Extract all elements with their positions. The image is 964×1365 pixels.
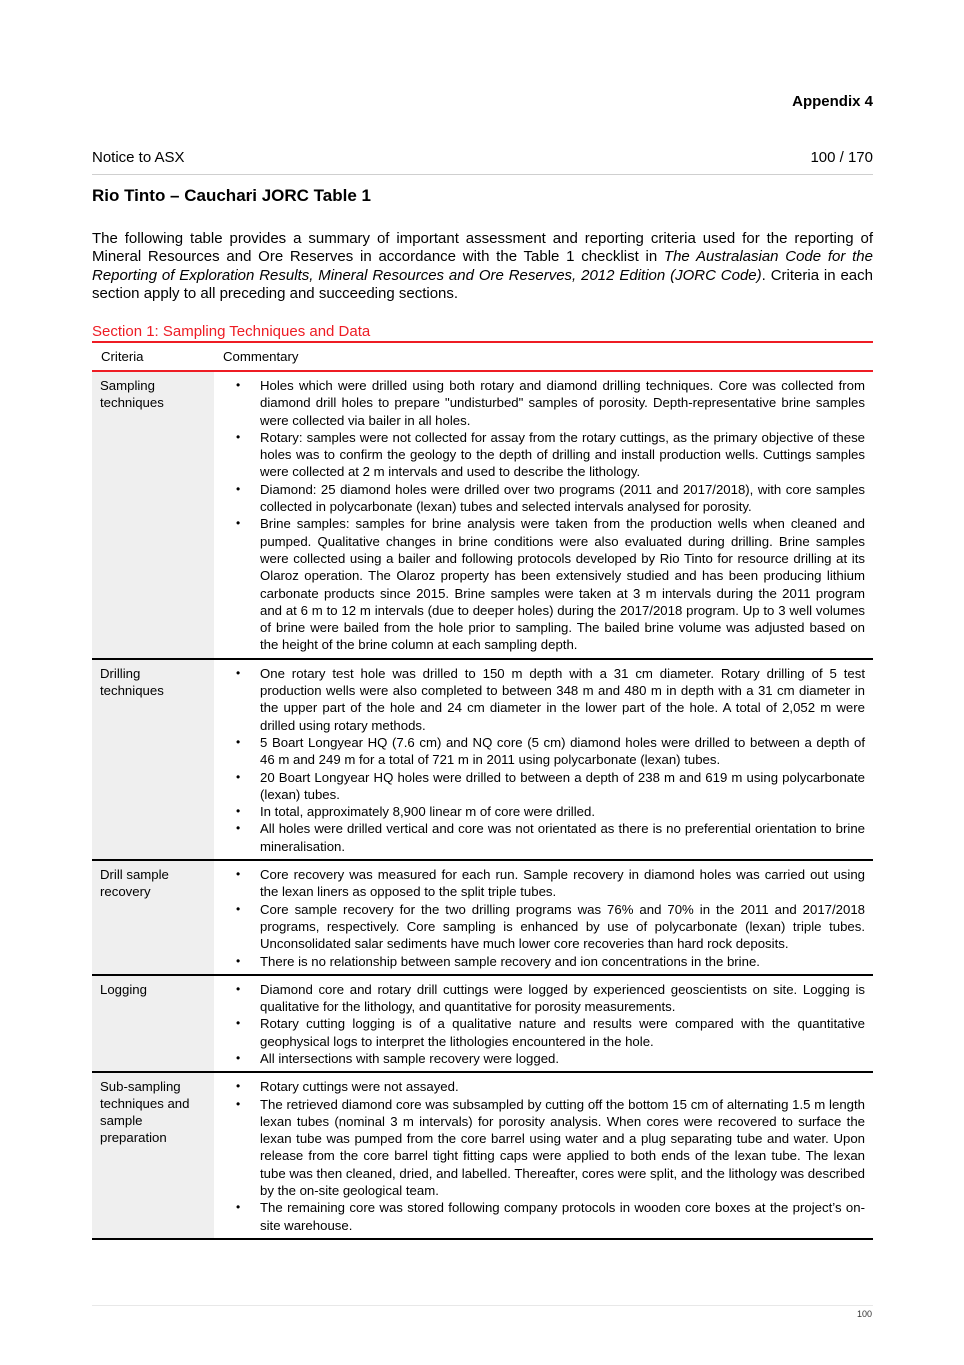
list-item: • Rotary: samples were not collected for assay from the rotary cuttings, as the primary objective of these holes was to confirm the geology to the depth of drilling and install production wells. Cuttings samples were collected at 2 m intervals and used to describe the lithology. (222, 429, 865, 481)
list-item: • Holes which were drilled using both rotary and diamond drilling techniques. Core was collected from diamond drill holes to prepare "undisturbed" samples of porosity. Depth-representative brine samples were collected via bailer in all holes. (222, 377, 865, 429)
commentary-cell (214, 975, 873, 1072)
page-counter: 100 / 170 (810, 149, 873, 166)
table-row (92, 860, 873, 975)
list-item: • 5 Boart Longyear HQ (7.6 cm) and NQ core (5 cm) diamond holes were drilled to between a depth of 46 m and 249 m for a total of 721 m in 2011 using polycarbonate (lexan) tubes. (222, 734, 865, 769)
commentary-cell (214, 371, 873, 659)
page-title: Rio Tinto – Cauchari JORC Table 1 (92, 186, 371, 205)
list-item: • The retrieved diamond core was subsampled by cutting off the bottom 15 cm of alternating 1.5 m length lexan tubes (nominal 3 m intervals) for porosity analysis. When cores were recovered to surface the lexan tube was pumped from the core barrel using water and a plug separating tube and water. Upon release from the core barrel tight fitting caps were applied to both ends of the lexan tube. The lexan tube was then cleaned, dried, and labelled. Thereafter, cores were split, and the lithology was described by the on-site geological team. (222, 1096, 865, 1200)
intro-text: The following table provides a summary of important assessment and reporting criteria used for the reporting of Mineral Resources and Ore Reserves in accordance with the Table 1 checklist in (92, 230, 873, 266)
running-header (92, 148, 873, 175)
section-heading: Section 1: Sampling Techniques and Data (92, 323, 873, 343)
intro-text-end: . Criteria in each section apply to all preceding and succeeding sections. (92, 266, 873, 302)
notice-label: Notice to ASX (92, 149, 185, 166)
table-row (92, 659, 873, 860)
intro-paragraph (92, 230, 873, 303)
column-header-commentary: Commentary (214, 343, 873, 371)
list-item: • All holes were drilled vertical and core was not orientated as there is no preferential orientation to brine mineralisation. (222, 820, 865, 855)
list-item: • Diamond: 25 diamond holes were drilled over two programs (2011 and 2017/2018), with core samples collected in polycarbonate (lexan) tubes and selected intervals analysed for porosity. (222, 481, 865, 516)
list-item: • Core recovery was measured for each run. Sample recovery in diamond holes was carried out using the lexan liners as opposed to the split triple tubes. (222, 866, 865, 901)
list-item: • Diamond core and rotary drill cuttings were logged by experienced geoscientists on site. Logging is qualitative for the lithology, and quantitative for porosity measurements. (222, 981, 865, 1016)
table-row (92, 975, 873, 1072)
list-item: • The remaining core was stored following company protocols in wooden core boxes at the project’s on-site warehouse. (222, 1199, 865, 1234)
commentary-list (222, 1078, 865, 1234)
list-item: • One rotary test hole was drilled to 150 m depth with a 31 cm diameter. Rotary drilling of 5 test production wells were also completed to between 348 m and 480 m in depth with a 31 cm diameter in the upper part of the hole and 24 cm diameter in the lower part of the hole. A total of 2,052 m were drilled using rotary methods. (222, 665, 865, 734)
criteria-cell: Sampling techniques (92, 371, 214, 659)
list-item: • Core sample recovery for the two drilling programs was 76% and 70% in the 2011 and 2017/2018 programs, respectively. Core sampling is enhanced by use of polycarbonate (lexan) triple tubes. Unconsolidated salar sediments have much lower core recoveries than hard rock deposits. (222, 901, 865, 953)
list-item: • 20 Boart Longyear HQ holes were drilled to between a depth of 238 m and 619 m using polycarbonate (lexan) tubes. (222, 769, 865, 804)
list-item: • All intersections with sample recovery were logged. (222, 1050, 865, 1067)
commentary-list (222, 866, 865, 970)
commentary-cell (214, 659, 873, 860)
criteria-table (92, 343, 873, 1240)
commentary-list (222, 665, 865, 855)
code-name: The Australasian Code for the Reporting of Exploration Results, Mineral Resources and Ore Reserves, 2012 Edition (JORC Code) (92, 248, 873, 284)
commentary-list (222, 377, 865, 654)
table-row (92, 371, 873, 659)
table-body (92, 371, 873, 1239)
commentary-cell (214, 1072, 873, 1239)
criteria-cell: Logging (92, 975, 214, 1072)
list-item: • Rotary cutting logging is of a qualitative nature and results were compared with the quantitative geophysical logs to interpret the lithologies encountered in the hole. (222, 1015, 865, 1050)
commentary-list (222, 981, 865, 1067)
list-item: • There is no relationship between sample recovery and ion concentrations in the brine. (222, 953, 865, 970)
list-item: • Rotary cuttings were not assayed. (222, 1078, 865, 1095)
page-number: 100 (856, 1309, 872, 1319)
criteria-cell: Drilling techniques (92, 659, 214, 860)
footer-divider (92, 1305, 873, 1306)
list-item: • In total, approximately 8,900 linear m of core were drilled. (222, 803, 865, 820)
criteria-cell: Drill sample recovery (92, 860, 214, 975)
table-row (92, 1072, 873, 1239)
table-header-row (92, 343, 873, 371)
appendix-label: Appendix 4 (792, 93, 873, 110)
criteria-cell: Sub-sampling techniques and sample preparation (92, 1072, 214, 1239)
list-item: • Brine samples: samples for brine analysis were taken from the production wells when cleaned and pumped. Qualitative changes in brine conditions were also evaluated during drilling. Brine samples were collected using a bailer and following protocols developed by Rio Tinto for resource drilling at its Olaroz operation. The Olaroz property has been extensively studied and has been producing lithium carbonate products since 2015. Brine samples were taken at 3 m intervals during the 2011 program and at 6 m to 12 m intervals (due to deeper holes) during the 2017/2018 program. Up to 3 well volumes of brine were bailed from the hole prior to sampling. The bailed brine volume was adjusted based on the height of the brine column at each sampling depth. (222, 515, 865, 653)
commentary-cell (214, 860, 873, 975)
column-header-criteria: Criteria (92, 343, 214, 371)
